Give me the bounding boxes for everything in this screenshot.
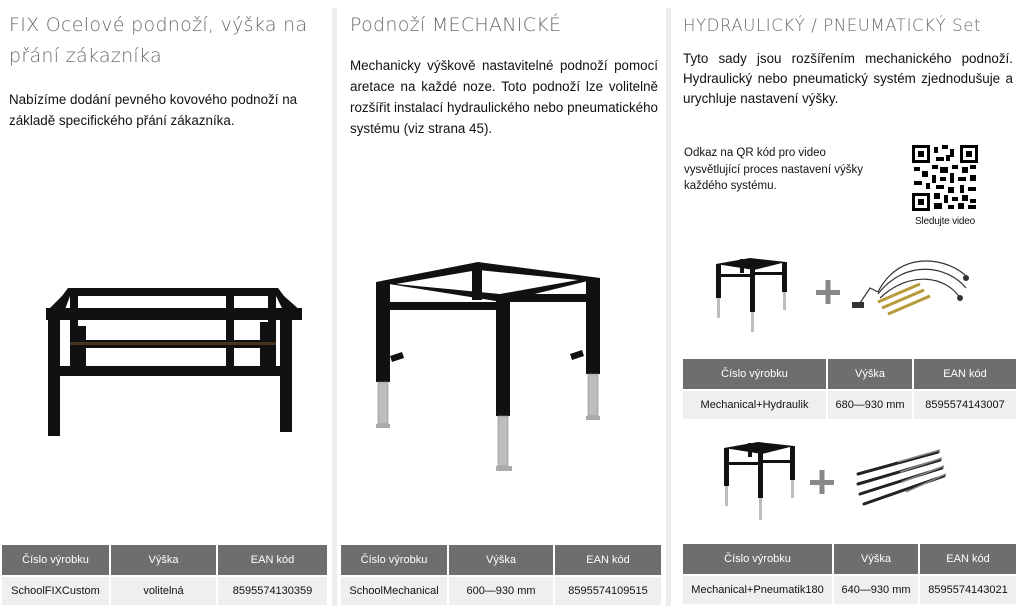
table-row [683,390,1016,419]
qr-label: Sledujte video [914,216,976,227]
header-product-number: Číslo výrobku [2,545,110,576]
table-row [2,576,327,605]
mechanical-description: Mechanicky výškově nastavitelné podnoží pomocí aretace na každé noze. Toto podnoží lze volitelně rozšířit instalací hydraulického nebo pneumatického systému (viz strana 45). [350,58,658,136]
hydraulic-set-image [710,254,980,334]
hydraulic-description: Tyto sady jsou rozšířením mechanického podnoží. Hydraulický nebo pneumatický systém zjednodušuje a urychluje nastavení výšky. [683,51,1013,106]
height-value: 680—930 mm [827,390,913,419]
header-product-number: Číslo výrobku [683,359,827,390]
product-number: SchoolMechanical [341,576,448,605]
product-number: Mechanical+Pneumatik180 [683,575,833,604]
height-value: 640—930 mm [833,575,919,604]
header-ean: EAN kód [554,545,661,576]
mechanical-frame-image [370,258,610,478]
table-row [683,575,1016,604]
header-height: Výška [448,545,554,576]
qr-description: Odkaz na QR kód pro video vysvětlující proces nastavení výšky každého systému. [684,147,863,192]
header-ean: EAN kód [919,544,1016,575]
header-product-number: Číslo výrobku [683,544,833,575]
ean-code: 8595574143007 [913,390,1016,419]
pneumatic-set-image [718,440,958,524]
height-value: volitelná [110,576,217,605]
column-divider [332,8,337,606]
column-divider [666,8,671,606]
header-height: Výška [833,544,919,575]
product-number: Mechanical+Hydraulik [683,390,827,419]
product-number: SchoolFIXCustom [2,576,110,605]
ean-code: 8595574109515 [554,576,661,605]
header-product-number: Číslo výrobku [341,545,448,576]
fix-description: Nabízíme dodání pevného kovového podnoží na základě specifického přání zákazníka. [9,92,298,128]
table-row [341,576,661,605]
ean-code: 8595574130359 [217,576,327,605]
hydraulic-spec-table [683,359,1016,419]
header-height: Výška [827,359,913,390]
mechanical-spec-table [341,545,661,605]
mechanical-title: Podnoží MECHANICKÉ [350,14,562,36]
pneumatic-spec-table [683,544,1016,604]
ean-code: 8595574143021 [919,575,1016,604]
fix-frame-image [40,282,310,442]
fix-title: FIX Ocelové podnoží, výška na přání zákazníka [9,14,308,67]
qr-code-icon[interactable] [912,145,978,211]
header-ean: EAN kód [217,545,327,576]
header-height: Výška [110,545,217,576]
height-value: 600—930 mm [448,576,554,605]
hydraulic-title: HYDRAULICKÝ / PNEUMATICKÝ Set [683,16,982,35]
fix-spec-table [2,545,327,605]
header-ean: EAN kód [913,359,1016,390]
